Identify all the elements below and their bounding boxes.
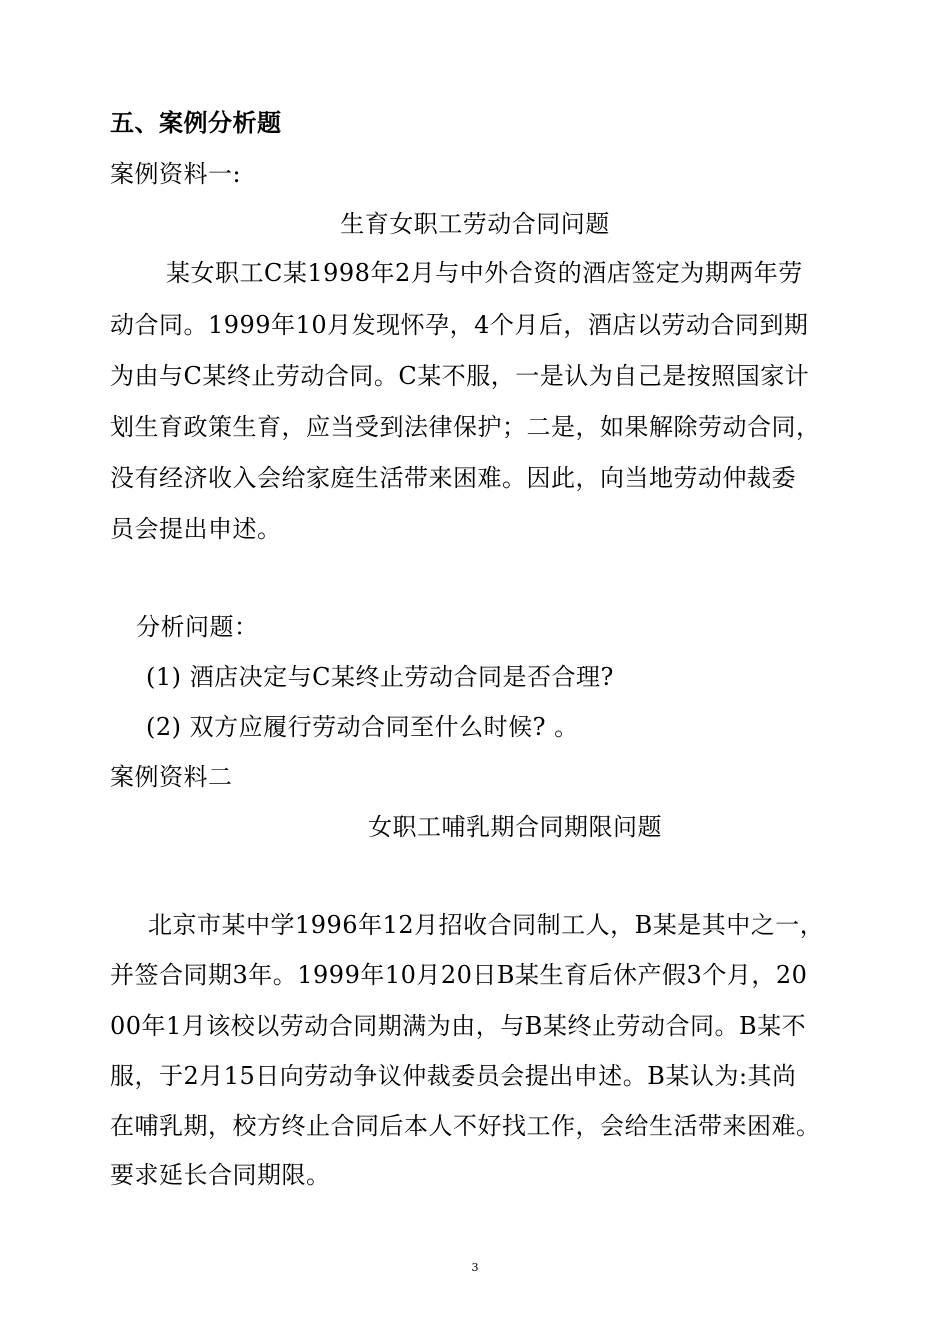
paragraph-line: 某女职工C某1998年2月与中外合资的酒店签定为期两年劳	[166, 259, 803, 287]
paragraph-line: 并签合同期3年。1999年10月20日B某生育后休产假3个月，20	[110, 961, 808, 989]
paragraph-line: 动合同。1999年10月发现怀孕，4个月后，酒店以劳动合同到期	[110, 311, 809, 339]
question-item: (2) 双方应履行劳动合同至什么时候? 。	[146, 713, 579, 741]
case2-title: 女职工哺乳期合同期限问题	[368, 813, 662, 841]
case2-label: 案例资料二	[110, 763, 233, 791]
paragraph-line: 为由与C某终止劳动合同。C某不服，一是认为自己是按照国家计	[110, 362, 810, 390]
questions-label: 分析问题：	[136, 613, 259, 641]
page-number: 3	[471, 1261, 479, 1274]
paragraph-line: 北京市某中学1996年12月招收合同制工人，B某是其中之一，	[148, 911, 825, 939]
paragraph-line: 00年1月该校以劳动合同期满为由，与B某终止劳动合同。B某不	[110, 1012, 807, 1040]
paragraph-line: 划生育政策生育，应当受到法律保护；二是，如果解除劳动合同，	[110, 413, 821, 441]
paragraph-line: 服，于2月15日向劳动争议仲裁委员会提出申述。B某认为:其尚	[110, 1062, 797, 1090]
case1-label: 案例资料一:	[110, 160, 242, 188]
section-heading: 五、案例分析题	[110, 109, 282, 137]
question-item: (1) 酒店决定与C某终止劳动合同是否合理?	[146, 663, 614, 691]
paragraph-line: 在哺乳期，校方终止合同后本人不好找工作，会给生活带来困难。	[110, 1112, 821, 1140]
paragraph-line: 员会提出申述。	[110, 515, 282, 543]
paragraph-line: 没有经济收入会给家庭生活带来困难。因此，向当地劳动仲裁委	[110, 464, 796, 492]
case1-title: 生育女职工劳动合同问题	[340, 210, 610, 238]
paragraph-line: 要求延长合同期限。	[110, 1161, 331, 1189]
